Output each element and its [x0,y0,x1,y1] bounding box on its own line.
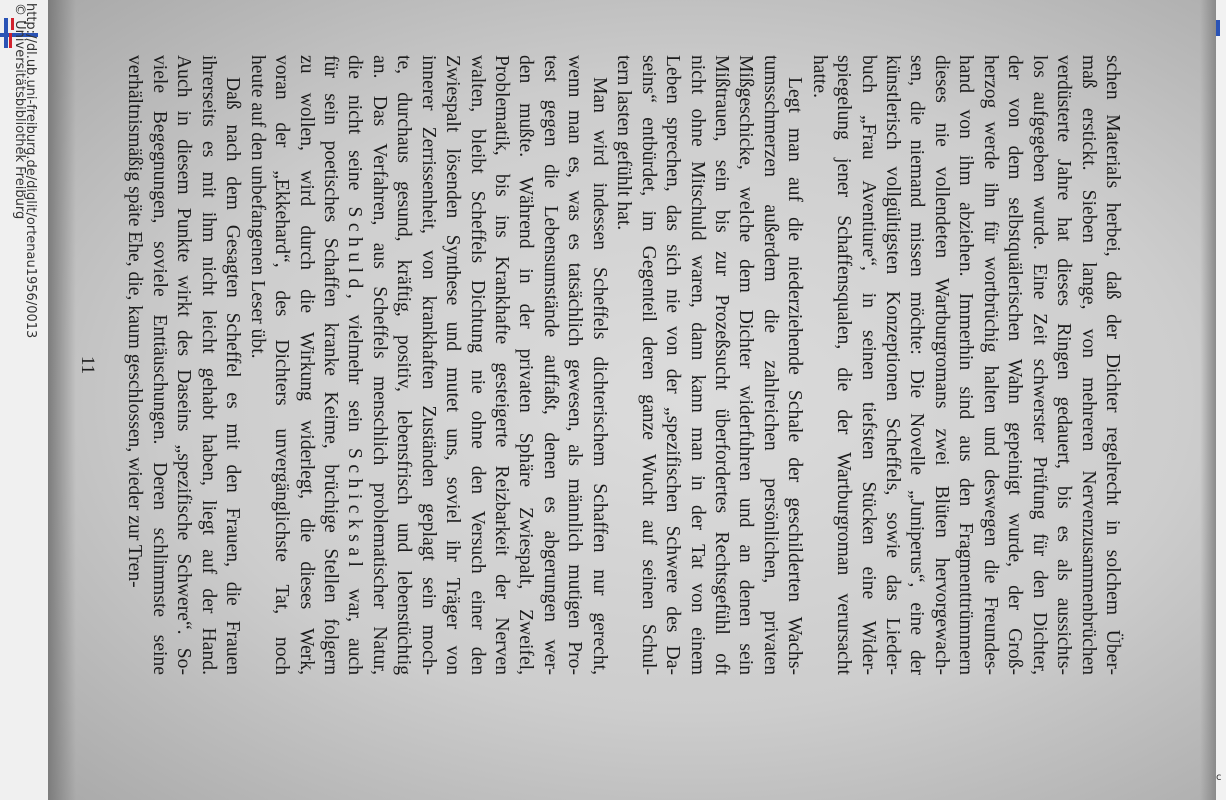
text-line: spiegelung jener Schaffensqualen, die der Wartburgroman verursacht [833,55,855,675]
text-line: Legt man auf die niederziehende Schale der geschilderten Wachs- [784,77,806,675]
text-line: los aufgegeben wurde. Eine Zeit schwerster Prüfung für den Dichter, [1028,55,1050,675]
text-line: dieses nie vollendeten Wartburgromans zwei Blüten hervorgewach- [930,55,952,675]
viewer-right-margin [1216,0,1226,800]
text-line: tumsschmerzen außerdem die zahlreichen persönlichen, privaten [759,55,781,675]
text-line: Mißtrauen, sein bis zur Prozeßsucht überfordertes Rechtsgefühl oft [711,55,732,675]
text-line: zu wollen, wird durch die Wirkung widerlegt, die dieses Werk, [295,55,317,675]
page-number: 11 [76,355,98,375]
text-line: Man wird indessen Scheffels dichterischem Schaffen nur gerecht, [588,77,610,675]
text-line: schen Materials herbei, daß der Dichter regelrecht in solchem Über- [1102,55,1123,675]
text-line: te, durchaus gesund, kräftig, positiv, lebensfrisch und lebenstüchtig [393,55,415,675]
text-line: viele Begegnungen, soviele Enttäuschungen. Deren schlimmste seine [148,55,170,675]
text-line: an. Das Verfahren, aus Scheffels menschlich problematischer Natur, [368,55,390,675]
text-line: den mußte. Während in der privaten Sphäre Zwiespalt, Zweifel, [515,55,537,675]
text-line: künstlerisch vollgültigsten Konzeptionen Scheffels, sowie das Lieder- [882,55,904,675]
text-line: tern lasten gefühlt hat. [613,55,635,231]
text-line: innerer Zerrissenheit, von krankhaften Zuständen geplagt sein moch- [417,55,439,675]
text-line: sen, die niemand missen möchte: Die Novelle „Juniperus“, eine der [906,55,928,675]
text-line: Auch in diesem Punkte wirkt des Daseins „spezifische Schwere“. So- [173,55,195,675]
text-line: voran der „Ekkehard“, des Dichters unvergänglichste Tat, noch [271,55,293,675]
text-line: test gegen die Lebensumstände auffaßt, denen es abgerungen wer- [539,55,561,675]
text-line: buch „Frau Aventiure“, in seinen tiefsten Stücken eine Wider- [857,55,879,675]
text-line: seins“ entbürdet, im Gegenteil deren ganze Wucht auf seinen Schul- [637,55,659,675]
text-line: verdüsterte Jahre hat dieses Ringen gedauert, bis es als aussichts- [1053,55,1075,675]
page-shadow-left [48,0,76,800]
text-line: die nicht seine Schuld, vielmehr sein Schicksal war, auch [344,55,366,675]
text-line: Leben sprechen, das sich nie von der „spezifischen Schwere des Da- [662,55,684,675]
margin-url[interactable]: http://dl.ub.uni-freiburg.de/diglit/ortenau1956/0013 [23,3,38,339]
rotated-text-block [76,55,1124,675]
text-line: walten, bleibt Scheffels Dichtung nie ohne den Versuch einer den [466,55,488,675]
text-line: der von dem selbstquälerischen Wahn gepeinigt wurde, der Groß- [1004,55,1026,675]
text-line: verhältnismäßig späte Ehe, die, kaum geschlossen, wieder zur Tren- [124,55,146,588]
text-line: herzog werde ihn für wortbrüchig halten und deswegen die Freundes- [979,55,1001,675]
margin-info [12,0,36,800]
text-line: Mißgeschicke, welche dem Dichter widerfuhren und an denen sein [735,55,757,675]
right-edge-mark: c [1216,772,1222,783]
text-line: Daß nach dem Gesagten Scheffel es mit den Frauen, die Frauen [222,77,244,675]
right-edge-marker-icon [1216,18,1222,38]
text-line: hatte. [808,55,830,98]
text-line: Zwiespalt lösenden Synthese und mutet uns, soviel ihr Träger von [442,55,464,675]
body-text [122,55,1124,675]
text-line: maß erstickt. Sieben lange, von mehreren Nervenzusammenbrüchen [1077,55,1099,675]
viewer-left-margin [0,0,48,800]
text-line: Problematik, bis ins Krankhafte gesteigerte Reizbarkeit der Nerven [491,55,513,675]
page-shadow-right [1200,0,1216,800]
text-line: hand von ihm abziehen. Immerhin sind aus den Fragmenttrümmern [955,55,977,675]
text-line: ihrerseits es mit ihm nicht leicht gehabt haben, liegt auf der Hand. [197,55,219,675]
text-line: für sein poetisches Schaffen kranke Keime, brüchige Stellen folgern [320,55,341,675]
text-line: heute auf den unbefangenen Leser übt. [246,55,268,359]
text-line: wenn man es, was es tatsächlich gewesen, als männlich mutigen Pro- [564,55,586,675]
text-line: nicht ohne Mitschuld waren, dann kann man in der Tat von einem [686,55,708,675]
margin-copyright: © Universitätsbibliothek Freiburg [12,3,27,220]
